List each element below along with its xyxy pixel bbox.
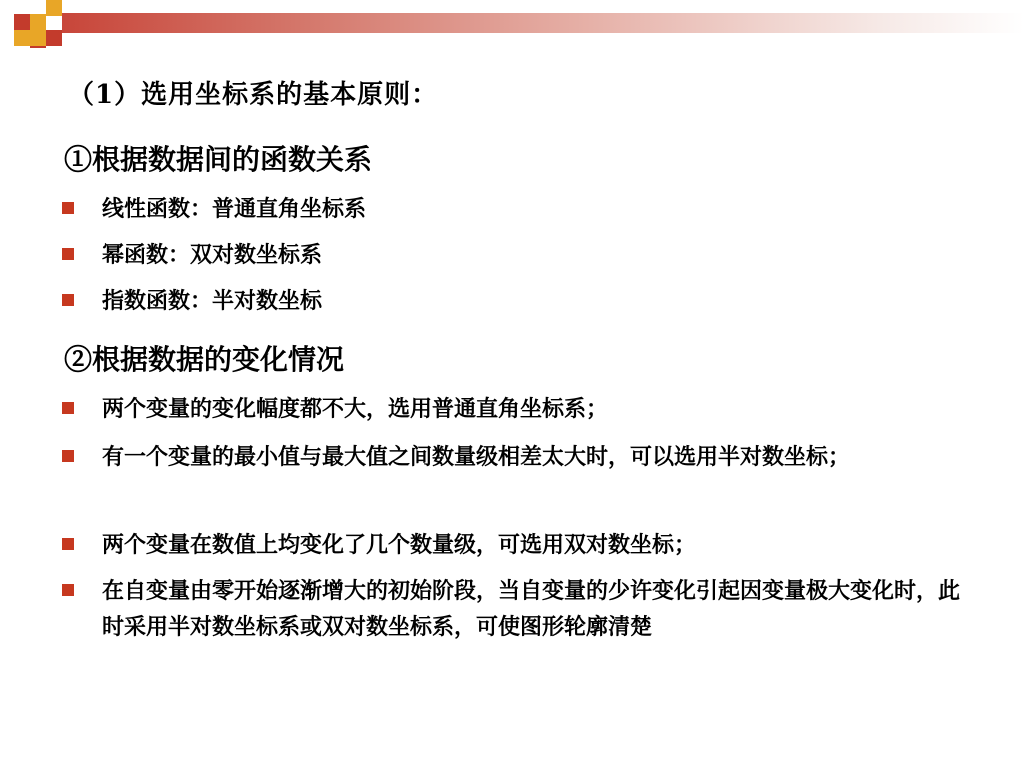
bullet-square-icon (62, 294, 74, 306)
decor-square (46, 0, 62, 16)
list-item-text: 两个变量在数值上均变化了几个数量级，可选用双对数坐标； (102, 533, 697, 558)
bullet-square-icon (62, 584, 74, 596)
list-item-text: 线性函数：普通直角坐标系 (102, 197, 367, 222)
decor-square (14, 30, 30, 46)
list-item-text: 两个变量的变化幅度都不大，选用普通直角坐标系； (102, 397, 609, 422)
bullet-square-icon (62, 450, 74, 462)
bullet-square-icon (62, 248, 74, 260)
slide-subtitle: （1）选用坐标系的基本原则： (68, 80, 439, 110)
decor-square (14, 14, 30, 30)
list-item-text: 有一个变量的最小值与最大值之间数量级相差太大时，可以选用半对数坐标； (102, 445, 851, 470)
section-heading-function-relation: ①根据数据间的函数关系 (64, 143, 373, 176)
header-decoration (0, 0, 1024, 48)
section-heading-data-variation: ②根据数据的变化情况 (64, 343, 345, 376)
bullet-square-icon (62, 402, 74, 414)
decor-square (30, 46, 46, 48)
decor-square (30, 14, 46, 30)
decor-square (46, 30, 62, 46)
list-item-text: 在自变量由零开始逐渐增大的初始阶段，当自变量的少许变化引起因变量极大变化时，此时采用半对数坐标系或双对数坐标系，可使图形轮廓清楚 (102, 579, 961, 640)
header-gradient-bar (62, 13, 1024, 33)
bullet-square-icon (62, 202, 74, 214)
decor-square (30, 30, 46, 46)
bullet-square-icon (62, 538, 74, 550)
list-item-text: 幂函数：双对数坐标系 (102, 243, 323, 268)
list-item-text: 指数函数：半对数坐标 (102, 289, 323, 314)
